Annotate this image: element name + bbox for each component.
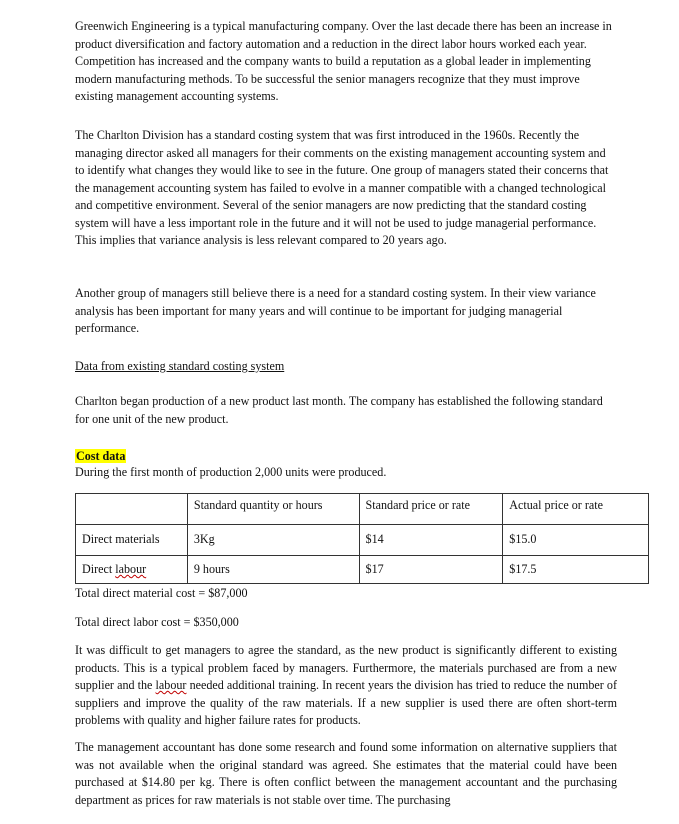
table-cell — [76, 556, 188, 584]
spellcheck-word: labour — [155, 678, 187, 692]
table-row — [76, 525, 649, 556]
paragraph-text: It was difficult to get managers to agree the standard, as the new product is significantly different to existing products. This is a typical problem faced by managers. Furthermore, the materials purchased are from a new supplier and the — [75, 643, 617, 692]
table-cell: 9 hours — [187, 556, 359, 584]
cost-data-heading — [75, 448, 126, 466]
table-cell: $17 — [359, 556, 503, 584]
table-cell: Direct materials — [76, 525, 188, 556]
table-header-cell — [76, 494, 188, 525]
table-cell: $17.5 — [503, 556, 649, 584]
production-paragraph: Charlton began production of a new product last month. The company has established the following standard for one unit of the new product. — [75, 394, 603, 426]
table-header-row — [76, 494, 649, 525]
paragraph-text: needed additional training. In recent years the division has tried to reduce the number of suppliers and improve the quality of the raw materials. If a new supplier is used there are often short-term problems with quality and higher failure rates for products. — [75, 678, 617, 727]
accountant-paragraph: The management accountant has done some research and found some information on alternative suppliers that was not available when the original standard was agreed. She estimates that the material could have been purchased at $14.80 per kg. There is often conflict between the management accountant and the purchasing department as prices for raw materials is not stable over time. The purchasing — [75, 740, 617, 807]
table-cell: 3Kg — [187, 525, 359, 556]
table-row — [76, 556, 649, 584]
difficult-paragraph — [75, 642, 617, 730]
total-material-line: Total direct material cost = $87,000 — [75, 586, 248, 600]
table-cell: $14 — [359, 525, 503, 556]
spellcheck-word: labour — [115, 562, 147, 576]
data-heading: Data from existing standard costing system — [75, 359, 285, 373]
total-labor-line: Total direct labor cost = $350,000 — [75, 615, 239, 629]
units-produced-line: During the first month of production 2,000 units were produced. — [75, 465, 387, 479]
cost-data-highlight: Cost data — [76, 449, 126, 463]
label-text: Direct — [82, 562, 116, 576]
charlton-paragraph: The Charlton Division has a standard costing system that was first introduced in the 1960s. Recently the managing director asked all managers for their comments on the existing management accounting system and to identify what changes they would like to see in the future. One group of managers stated their concerns that the management accounting system has failed to evolve in a manner compatible with a changed technological and competitive environment. Several of the senior managers are now predicting that the standard costing system will have a less important role in the future and it will not be used to judge managerial performance. This implies that variance analysis is less relevant compared to 20 years ago. — [75, 128, 609, 247]
another-group-paragraph: Another group of managers still believe there is a need for a standard costing system. In their view variance analysis has been important for many years and will continue to be important for judging managerial performance. — [75, 286, 596, 335]
intro-paragraph: Greenwich Engineering is a typical manufacturing company. Over the last decade there has been an increase in product diversification and factory automation and a reduction in the direct labor hours worked each year. Competition has increased and the company wants to build a reputation as a global leader in implementing modern manufacturing methods. To be successful the senior managers recognize that they must improve existing management accounting systems. — [75, 19, 612, 103]
table-header-cell: Actual price or rate — [503, 494, 649, 525]
table-header-cell: Standard price or rate — [359, 494, 503, 525]
table-header-cell: Standard quantity or hours — [187, 494, 359, 525]
table-cell: $15.0 — [503, 525, 649, 556]
cost-table — [75, 493, 649, 584]
